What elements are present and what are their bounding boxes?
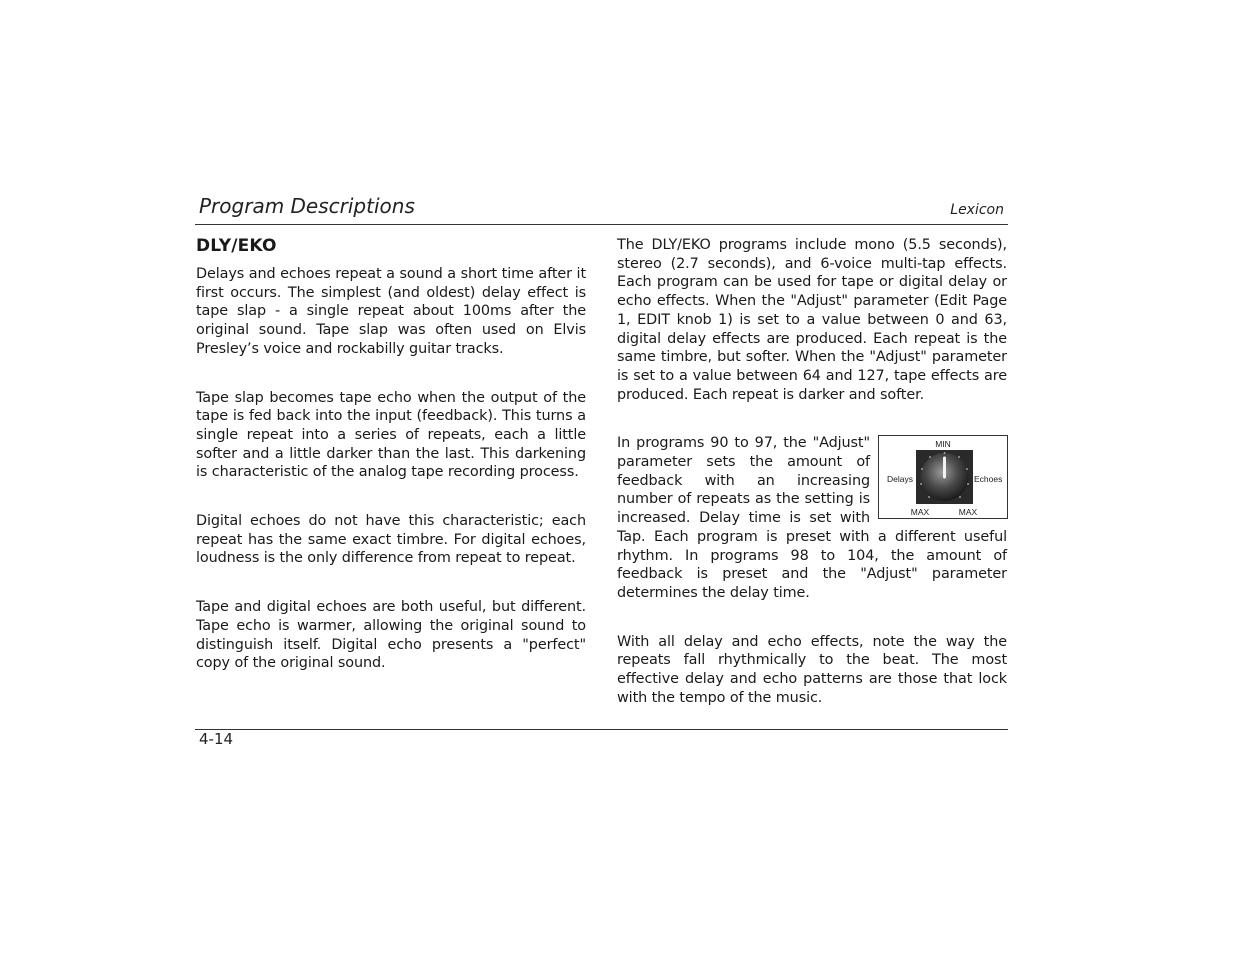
left-column (196, 235, 586, 703)
label-min: MIN (935, 439, 951, 450)
label-echoes: Echoes (974, 474, 1003, 485)
adjust-knob-figure (878, 435, 1008, 519)
label-delays: Delays (887, 474, 913, 485)
section-title: DLY/EKO (196, 236, 277, 256)
header-rule (195, 224, 1008, 225)
knob-diagram (879, 436, 1007, 518)
right-column (617, 235, 1007, 737)
paragraph-programs-90-104: In programs 90 to 97, the "Adjust" parameter sets the amount of feedback with an increasing number of repeats as the setting is increased. Delay time is set with Tap. Each program is preset with a different useful rhythm. In programs 98 to 104, the amount of feedback is preset and the "Adjust" parameter determines the delay time. (617, 435, 1007, 601)
page-title: Program Descriptions (199, 194, 415, 218)
footer-rule (195, 729, 1008, 730)
label-max-right: MAX (958, 507, 978, 518)
paragraph-programs-overview: The DLY/EKO programs include mono (5.5 seconds), stereo (2.7 seconds), and 6-voice multi-tap effects. Each program can be used for tape or digital delay or echo effects. When the "Adjust" parameter (Edit Page 1, EDIT knob 1) is set to a value between 0 and 63, digital delay effects are produced. Each repeat is the same timbre, but softer. When the "Adjust" parameter is set to a value between 64 and 127, tape effects are produced. Each repeat is darker and softer. (617, 237, 1007, 403)
label-max-left: MAX (910, 507, 930, 518)
paragraph-digital-echo: Digital echoes do not have this characteristic; each repeat has the same exact timbre. For digital echoes, loudness is the only difference from repeat to repeat. (196, 513, 586, 567)
paragraph-rhythm-note: With all delay and echo effects, note the way the repeats fall rhythmically to the beat. The most effective delay and echo patterns are those that lock with the tempo of the music. (617, 633, 1007, 706)
paragraph-tape-echo: Tape slap becomes tape echo when the output of the tape is fed back into the input (feedback). This turns a single repeat into a series of repeats, each a little softer and a little darker than the last. This darkening is characteristic of the analog tape recording process. (196, 389, 586, 481)
page-number: 4-14 (199, 730, 234, 748)
brand-name: Lexicon (950, 202, 1004, 218)
paragraph-comparison: Tape and digital echoes are both useful, but different. Tape echo is warmer, allowing the original sound to distinguish itself. Digital echo presents a "perfect" copy of the original sound. (196, 599, 586, 672)
paragraph-delays-intro: Delays and echoes repeat a sound a short time after it first occurs. The simplest (and oldest) delay effect is tape slap - a single repeat about 100ms after the original sound. Tape slap was often used on Elvis Presley’s voice and rockabilly guitar tracks. (196, 266, 586, 357)
